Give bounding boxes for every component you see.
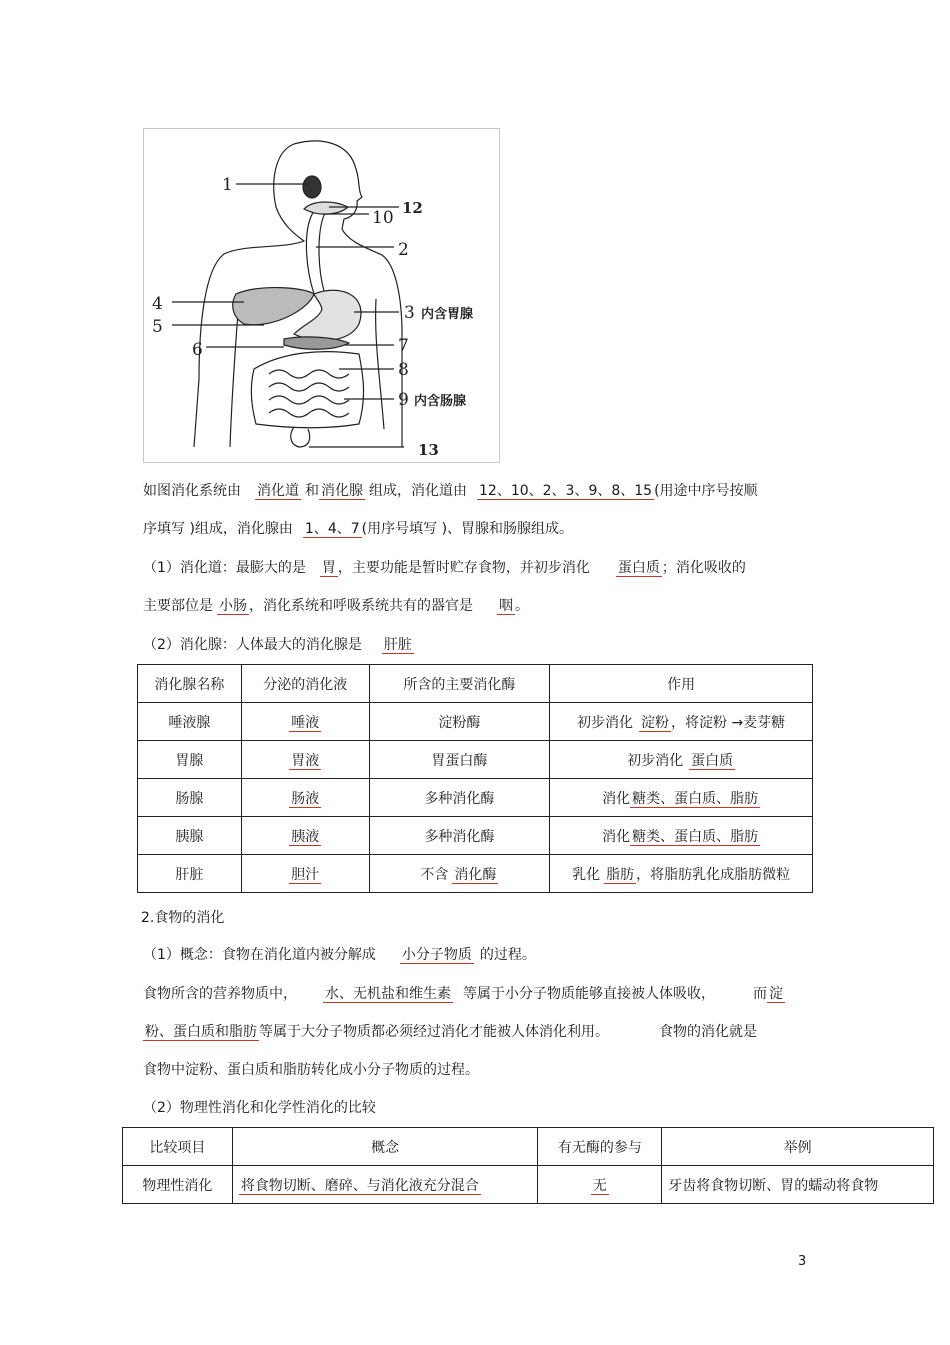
table-header-row: 消化腺名称 分泌的消化液 所含的主要消化酶 作用	[138, 665, 813, 703]
para5-line1: 食物所含的营养物质中， 水、无机盐和维生素 等属于小分子物质能够直接被人体吸收， 而 淀	[143, 986, 783, 1002]
label-6: 6	[192, 340, 203, 360]
label-1: 1	[222, 175, 233, 195]
label-4: 4	[152, 294, 163, 314]
table-row: 肠腺 肠液 多种消化酶 消化 糖类、蛋白质、脂肪	[138, 779, 813, 817]
answer-water-salts-vitamins: 水、无机盐和维生素	[325, 986, 451, 1002]
label-8: 8	[398, 360, 409, 380]
answer-protein: 蛋白质	[617, 560, 660, 576]
para1-line1: 如图消化系统由 消化道 和 消化腺 组成，消化道由 12、10、2、3、9、8、15 (用途中序号按顺	[143, 483, 758, 499]
para1-line2: 序填写 )组成，消化腺由 1、4、7 (用序号填写 )、胃腺和肠腺组成。	[143, 521, 574, 537]
digestive-system-diagram	[144, 129, 499, 462]
answer-liver: 肝脏	[383, 637, 412, 653]
para2-line2: 主要部位是 小肠 ，消化系统和呼吸系统共有的器官是 咽 。	[143, 598, 529, 614]
liver	[233, 288, 314, 325]
table-header-row: 比较项目 概念 有无酶的参与 举例	[123, 1128, 934, 1166]
large-intestine	[251, 352, 363, 428]
label-2: 2	[398, 240, 409, 260]
answer-pharynx: 咽	[499, 598, 513, 614]
answer-small-molecules: 小分子物质	[401, 947, 472, 963]
esophagus	[306, 211, 326, 294]
label-7: 7	[398, 336, 409, 356]
answer-gland-numbers: 1、4、7	[304, 521, 360, 537]
mouth-cavity	[304, 202, 348, 214]
para4: （1）概念：食物在消化道内被分解成 小分子物质 的过程。	[143, 947, 536, 963]
label-13: 13	[418, 441, 439, 459]
digestive-system-figure	[143, 128, 500, 463]
label-12: 12	[402, 199, 423, 217]
table-row: 物理性消化 将食物切断、磨碎、与消化液充分混合 无 牙齿将食物切断、胃的蠕动将食物	[123, 1166, 934, 1204]
label-9-text: 内含肠腺	[414, 394, 467, 409]
table-row: 胃腺 胃液 胃蛋白酶 初步消化 蛋白质	[138, 741, 813, 779]
para3: （2）消化腺：人体最大的消化腺是 肝脏	[143, 637, 412, 653]
salivary-gland	[303, 176, 321, 198]
para6: （2）物理性消化和化学性消化的比较	[143, 1100, 376, 1116]
table-row: 胰腺 胰液 多种消化酶 消化 糖类、蛋白质、脂肪	[138, 817, 813, 855]
table-row: 唾液腺 唾液 淀粉酶 初步消化 淀粉 ，将淀粉 →麦芽糖	[138, 703, 813, 741]
label-10: 10	[372, 208, 394, 228]
compare-table	[122, 1127, 934, 1204]
answer-tract-order: 12、10、2、3、9、8、15	[479, 483, 653, 499]
para5-line2: 粉、蛋白质和脂肪 等属于大分子物质都必须经过消化才能被人体消化利用。 食物的消化就是	[145, 1024, 757, 1040]
answer-digestive-tract: 消化道	[257, 483, 299, 499]
label-5: 5	[152, 317, 163, 337]
answer-starch-protein-fat: 粉、蛋白质和脂肪	[145, 1024, 257, 1040]
table-row: 肝脏 胆汁 不含 消化酶 乳化 脂肪 ，将脂肪乳化成脂肪微粒	[138, 855, 813, 893]
glands-table	[137, 664, 813, 893]
page-number: 3	[798, 1254, 807, 1269]
rectum	[291, 427, 310, 447]
label-3: 3	[404, 303, 415, 323]
answer-digestive-glands: 消化腺	[321, 483, 363, 499]
para5-line3: 食物中淀粉、蛋白质和脂肪转化成小分子物质的过程。	[143, 1062, 479, 1078]
section-title: 2.食物的消化	[141, 910, 225, 926]
label-3-text: 内含胃腺	[421, 307, 474, 322]
para2-line1: （1）消化道：最膨大的是 胃 ，主要功能是暂时贮存食物，并初步消化 蛋白质 ；消化吸收的	[143, 560, 746, 576]
small-intestine	[269, 370, 349, 417]
answer-small-intestine: 小肠	[219, 598, 247, 614]
answer-stomach: 胃	[321, 560, 336, 576]
label-9: 9	[398, 390, 409, 410]
